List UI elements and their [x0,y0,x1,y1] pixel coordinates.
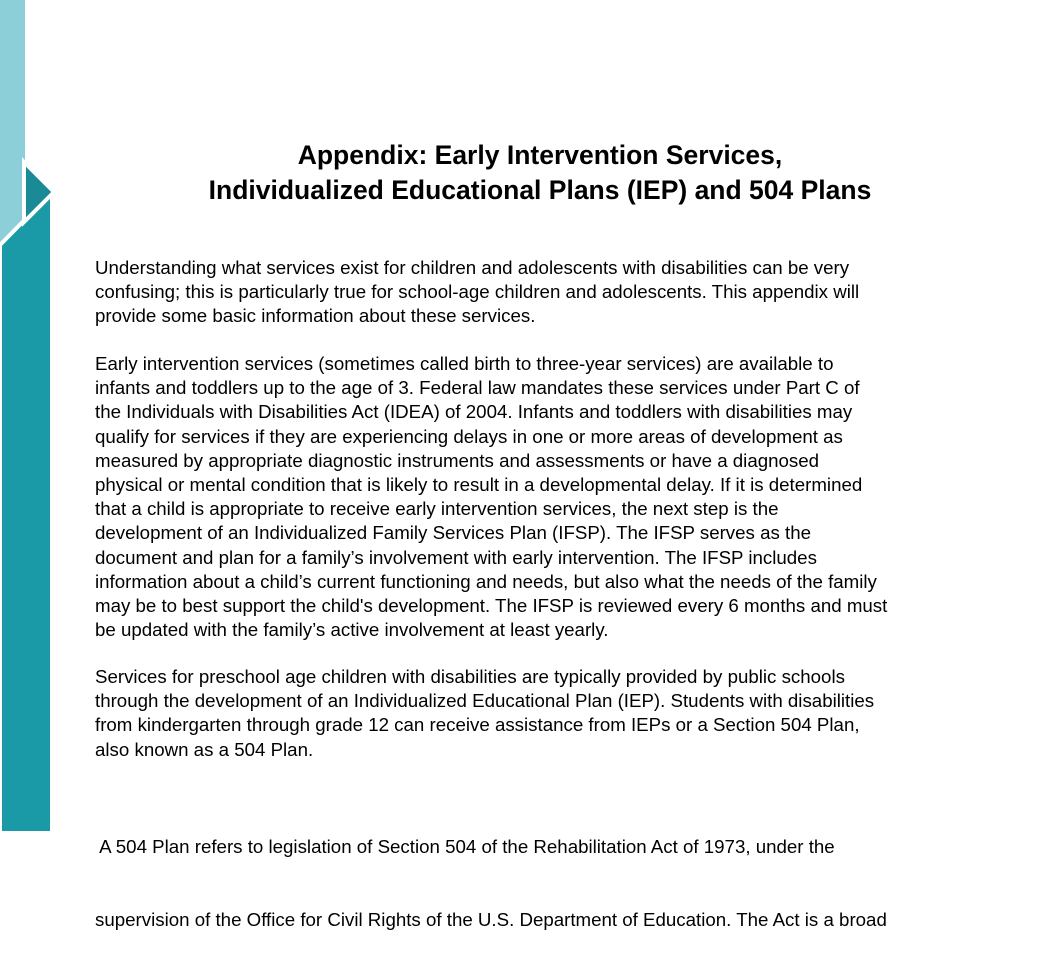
paragraph-intro [95,256,1005,329]
text-line: the Individuals with Disabilities Act (IDEA) of 2004. Infants and toddlers with disabilities may [95,401,853,423]
text-line: infants and toddlers up to the age of 3. Federal law mandates these services under Part C of [95,377,860,399]
text-line: supervision of the Office for Civil Rights of the U.S. Department of Education. The Act is a broad [95,909,887,931]
text-line: provide some basic information about these services. [95,305,536,327]
text-line: confusing; this is particularly true for school-age children and adolescents. This appendix will [95,281,860,303]
paragraph-preschool-services [95,665,1005,762]
text-line: Services for preschool age children with disabilities are typically provided by public schools [95,666,845,687]
text-line: document and plan for a family’s involvement with early intervention. The IFSP includes [95,546,817,568]
text-line: be updated with the family’s active involvement at least yearly. [95,619,609,641]
title-line-1: Appendix: Early Intervention Services, [297,140,783,170]
text-line: may be to best support the child's development. The IFSP is reviewed every 6 months and must [95,595,888,617]
text-line: information about a child’s current functioning and needs, but also what the needs of the family [95,570,877,592]
paragraph-early-intervention [95,352,1005,642]
text-line: A 504 Plan refers to legislation of Section 504 of the Rehabilitation Act of 1973, under the [95,836,835,858]
text-line: measured by appropriate diagnostic instruments and assessments or have a diagnosed [95,449,820,471]
text-line: qualify for services if they are experiencing delays in one or more areas of development as [95,425,843,447]
text-line: from kindergarten through grade 12 can receive assistance from IEPs or a Section 504 Plan, [95,714,860,736]
text-line: development of an Individualized Family Services Plan (IFSP). The IFSP serves as the [95,522,811,544]
text-line: physical or mental condition that is likely to result in a developmental delay. If it is determined [95,474,863,496]
text-line: Early intervention services (sometimes called birth to three-year services) are available to [95,353,834,374]
page-title [95,138,985,208]
text-line: that a child is appropriate to receive early intervention services, the next step is the [95,498,779,520]
dark-teal-band [0,192,52,833]
text-line: Understanding what services exist for children and adolescents with disabilities can be very [95,257,850,278]
paragraph-504-plan [95,787,1005,956]
text-line: also known as a 504 Plan. [95,738,314,760]
title-line-2: Individualized Educational Plans (IEP) and 504 Plans [208,175,872,205]
decorative-side-border [0,0,60,833]
text-line: through the development of an Individualized Educational Plan (IEP). Students with disabilities [95,690,875,712]
